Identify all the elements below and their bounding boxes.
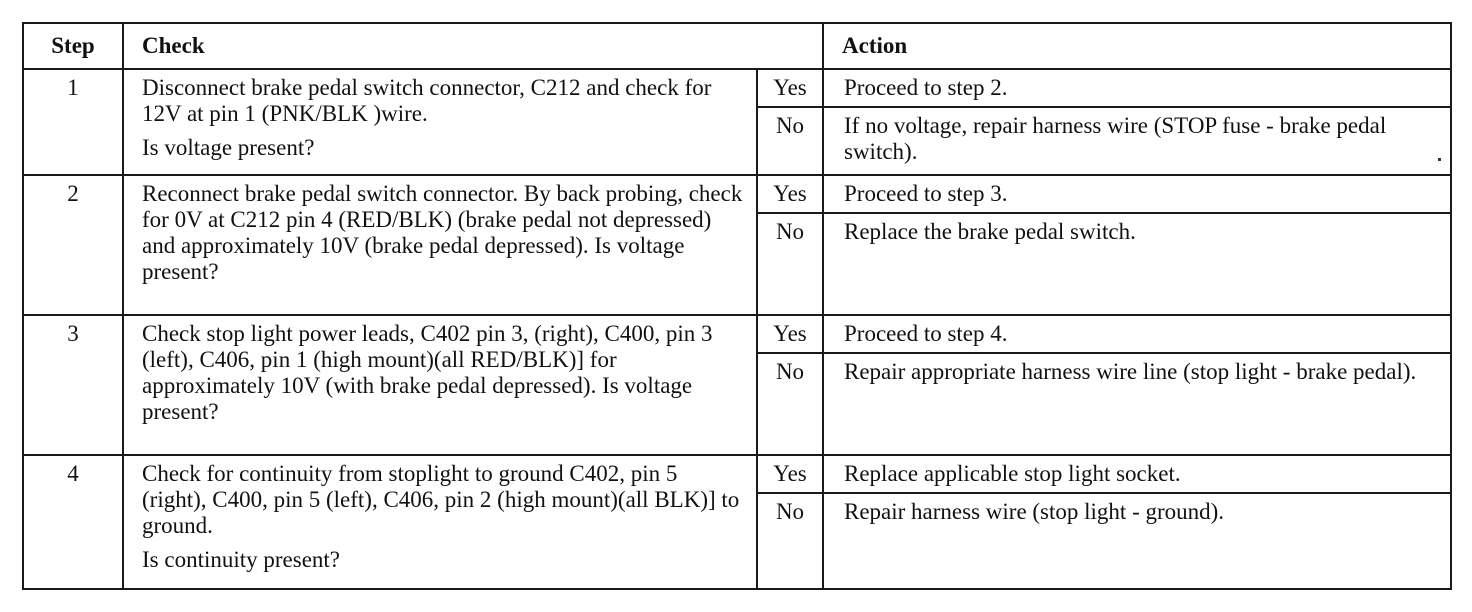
diagnostic-document [22,22,1452,590]
no-action: Repair appropriate harness wire line (stop light - brake pedal). [823,353,1451,455]
yes-action: Proceed to step 3. [823,175,1451,213]
no-label: No [757,493,823,589]
check-cell [123,69,757,175]
step-header: Step [23,23,123,69]
yes-label: Yes [757,455,823,493]
check-cell [123,455,757,589]
no-action: Replace the brake pedal switch. [823,213,1451,315]
no-action: If no voltage, repair harness wire (STOP fuse - brake pedal switch). [823,107,1451,175]
table-row [23,315,1451,353]
step-number: 1 [23,69,123,175]
yes-action: Proceed to step 4. [823,315,1451,353]
scan-speck [1438,158,1441,161]
action-header: Action [823,23,1451,69]
header-row [23,23,1451,69]
check-question: Is continuity present? [142,547,341,572]
step-number: 2 [23,175,123,315]
check-text: Check stop light power leads, C402 pin 3, (right), C400, pin 3 (left), C406, pin 1 (high mount)(all RED/BLK)] for approximately 10V (with brake pedal depressed). Is voltage present? [142,321,713,424]
yes-label: Yes [757,315,823,353]
check-cell [123,315,757,455]
yes-label: Yes [757,69,823,107]
check-text: Check for continuity from stoplight to ground C402, pin 5 (right), C400, pin 5 (left), C406, pin 2 (high mount)(all BLK)] to ground. [142,461,740,538]
no-label: No [757,107,823,175]
yes-action: Replace applicable stop light socket. [823,455,1451,493]
check-text: Reconnect brake pedal switch connector. By back probing, check for 0V at C212 pin 4 (RED/BLK) (brake pedal not depressed) and approximately 10V (brake pedal depressed). Is voltage present? [142,181,743,284]
yes-label: Yes [757,175,823,213]
table-row [23,175,1451,213]
check-text: Disconnect brake pedal switch connector, C212 and check for 12V at pin 1 (PNK/BLK )wire. [142,75,712,126]
check-question: Is voltage present? [142,135,315,160]
step-number: 4 [23,455,123,589]
yes-action: Proceed to step 2. [823,69,1451,107]
no-label: No [757,213,823,315]
no-label: No [757,353,823,455]
step-number: 3 [23,315,123,455]
check-cell [123,175,757,315]
no-action: Repair harness wire (stop light - ground). [823,493,1451,589]
table-row [23,455,1451,493]
check-header: Check [123,23,823,69]
table-row [23,69,1451,107]
diagnostic-table [22,22,1452,590]
